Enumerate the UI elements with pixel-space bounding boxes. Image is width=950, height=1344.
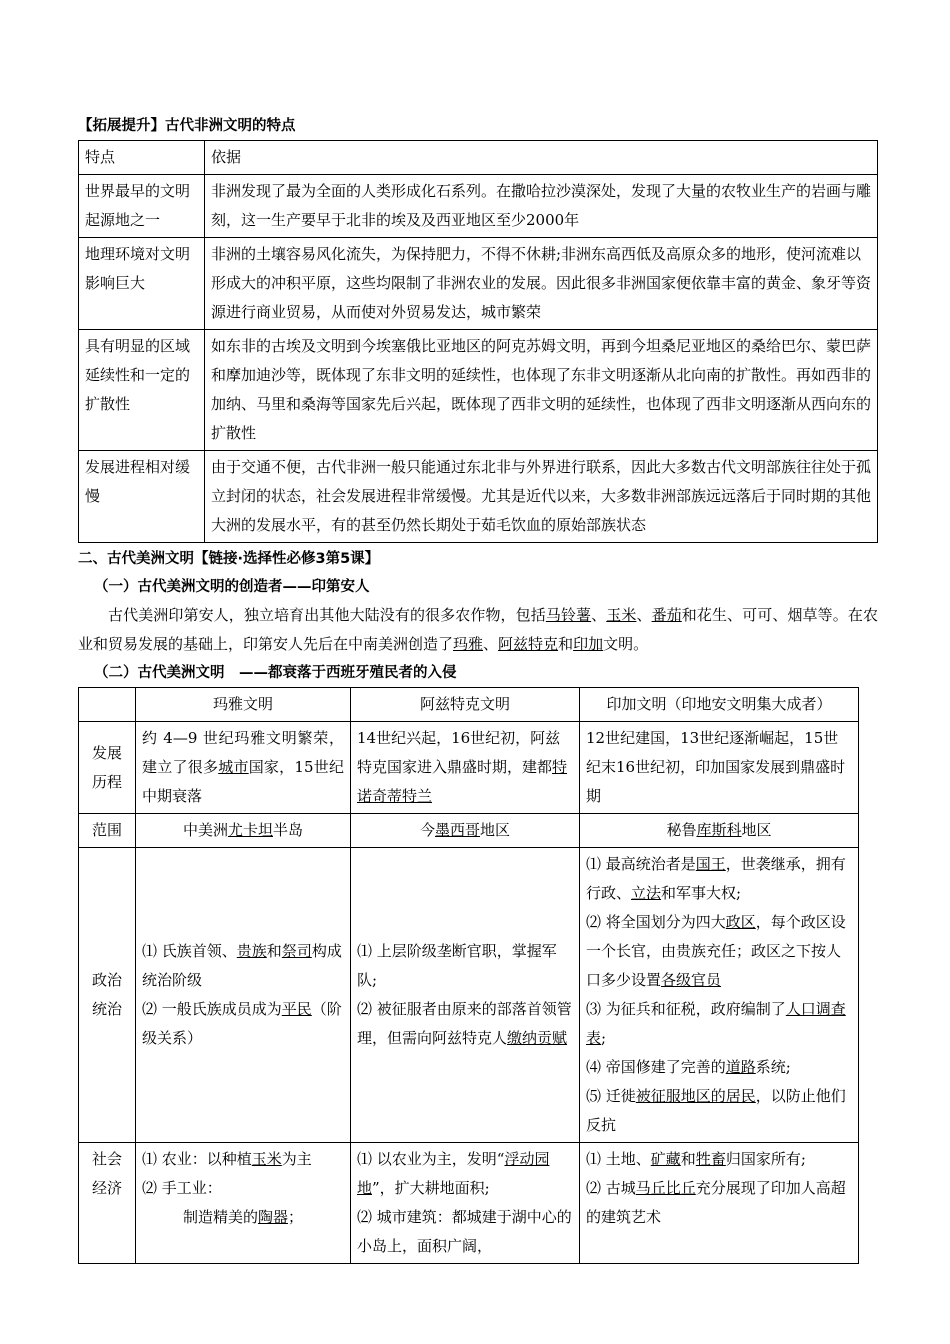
underlined-term: 浮动园地 [357, 1150, 550, 1197]
text: 充分展现了印加人高超的建筑艺术 [586, 1179, 846, 1226]
text: 地区 [741, 821, 772, 839]
corner-cell [79, 688, 136, 722]
feature-cell: 具有明显的区域延续性和一定的扩散性 [79, 330, 205, 451]
text: ，每个政区设一个长官，由贵族充任；政区之下按人口多少设置 [586, 913, 846, 989]
underlined-term: 印加 [573, 635, 604, 653]
text: ⑶ 为征兵和征税，政府编制了 [586, 1000, 786, 1018]
africa-features-table [78, 140, 878, 543]
inca-politics [580, 848, 859, 1143]
text: 古代美洲印第安人，独立培育出其他大陆没有的很多农作物，包括 [108, 606, 546, 624]
inca-range [580, 814, 859, 848]
text: 半岛 [273, 821, 304, 839]
underlined-term: 贵族 [236, 942, 267, 960]
text: ⑵ 一般氏族成员成为 [142, 1000, 282, 1018]
text: 和花生、可可、烟草等。在农业和贸易发展的基础上，印第安人先后在中南美洲创造了 [78, 606, 878, 653]
header-basis: 依据 [205, 141, 878, 175]
underlined-term: 平民 [281, 1000, 312, 1018]
text: 今 [419, 821, 435, 839]
text: 构成统治阶级 [142, 942, 342, 989]
underlined-term: 政区 [725, 913, 756, 931]
table-row [79, 848, 859, 1143]
underlined-term: 陶器 [257, 1208, 288, 1226]
text: ⑴ 氏族首领、 [142, 942, 237, 960]
text: ； [288, 1208, 304, 1226]
list-item [586, 908, 852, 995]
text: 国家，15世纪中期衰落 [142, 758, 344, 805]
underlined-term: 被征服地区的居民 [635, 1087, 756, 1105]
row-label-politics: 政治统治 [79, 848, 136, 1143]
underlined-term: 缴纳贡赋 [507, 1029, 568, 1047]
list-item [357, 1145, 573, 1203]
table-header-row [79, 688, 859, 722]
underlined-term: 玉米 [251, 1150, 282, 1168]
basis-cell: 非洲发现了最为全面的人类形成化石系列。在撒哈拉沙漠深处，发现了大量的农牧业生产的岩画与雕刻，这一生产要早于北非的埃及及西亚地区至少2000年 [205, 175, 878, 238]
list-item [586, 1145, 852, 1174]
text: 和军事大权; [661, 884, 742, 902]
text: ”，扩大耕地面积; [372, 1179, 490, 1197]
feature-cell: 世界最早的文明起源地之一 [79, 175, 205, 238]
text: 14世纪兴起，16世纪初，阿兹特克国家进入鼎盛时期，建都 [357, 729, 561, 776]
list-item [586, 1174, 852, 1232]
underlined-term: 马铃薯 [545, 606, 592, 624]
text: 系统; [755, 1058, 791, 1076]
maya-range [136, 814, 351, 848]
underlined-term: 牲畜 [695, 1150, 726, 1168]
text: ⑴ 最高统治者是 [586, 855, 696, 873]
list-item [586, 1082, 852, 1140]
row-label-range: 范围 [79, 814, 136, 848]
text: 约 4—9 世纪玛雅文明繁荣，建立了很多 [142, 729, 344, 776]
list-item: ⑵ 城市建筑：都城建于湖中心的小岛上，面积广阔， [357, 1208, 572, 1255]
underlined-term: 城市 [218, 758, 249, 776]
text: ; [601, 1029, 607, 1047]
list-item [142, 1145, 344, 1174]
text: 文明。 [603, 635, 649, 653]
text: 和 [680, 1150, 696, 1168]
text: ⑵ 古城 [586, 1179, 636, 1197]
table1-heading: 【拓展提升】古代非洲文明的特点 [78, 118, 296, 134]
maya-economy [136, 1143, 351, 1264]
underlined-term: 立法 [631, 884, 662, 902]
list-item: ⑴ 上层阶级垄断官职，掌握军队; [357, 942, 557, 989]
underlined-term: 番茄 [651, 606, 682, 624]
aztec-range [351, 814, 580, 848]
list-item [142, 995, 344, 1053]
feature-cell: 地理环境对文明影响巨大 [79, 238, 205, 330]
underlined-term: 人口调查表 [586, 1000, 846, 1047]
inca-development: 12世纪建国，13世纪逐渐崛起，15世纪末16世纪初，印加国家发展到鼎盛时期 [580, 722, 859, 814]
text: 归国家所有; [725, 1150, 806, 1168]
maya-development [136, 722, 351, 814]
body-paragraph [78, 601, 878, 659]
row-label-development: 发展历程 [79, 722, 136, 814]
table-row [79, 1143, 859, 1264]
underlined-term: 库斯科 [696, 821, 742, 839]
underlined-term: 特诺奇蒂特兰 [357, 758, 568, 805]
text: 秘鲁 [666, 821, 697, 839]
subsection-heading: （二）古代美洲文明 ——都衰落于西班牙殖民者的入侵 [94, 665, 457, 681]
list-item [586, 995, 852, 1053]
underlined-term: 国王 [695, 855, 726, 873]
underlined-term: 墨西哥 [434, 821, 480, 839]
table-row [79, 330, 878, 451]
underlined-term: 尤卡坦 [227, 821, 273, 839]
underlined-term: 祭司 [281, 942, 312, 960]
list-item [586, 850, 852, 908]
text: 、 [591, 606, 607, 624]
text: ⑷ 帝国修建了完善的 [586, 1058, 726, 1076]
text: 和 [558, 635, 574, 653]
text: 、 [636, 606, 652, 624]
subsection-heading: （一）古代美洲文明的创造者——印第安人 [94, 579, 370, 595]
table-row [79, 238, 878, 330]
text: 、 [483, 635, 499, 653]
underlined-term: 马丘比丘 [635, 1179, 696, 1197]
underlined-term: 各级官员 [661, 971, 722, 989]
text: 和 [266, 942, 282, 960]
list-item [586, 1053, 852, 1082]
row-label-economy: 社会经济 [79, 1143, 136, 1264]
aztec-politics [351, 848, 580, 1143]
text: （阶级关系） [142, 1000, 342, 1047]
list-item: ⑵ 手工业： [142, 1179, 222, 1197]
col-aztec: 阿兹特克文明 [351, 688, 580, 722]
underlined-term: 道路 [725, 1058, 756, 1076]
text: ⑵ 将全国划分为四大 [586, 913, 726, 931]
table-row [79, 722, 859, 814]
table-row [79, 175, 878, 238]
americas-civilizations-table [78, 687, 859, 1264]
col-inca: 印加文明（印地安文明集大成者） [580, 688, 859, 722]
underlined-term: 玉米 [606, 606, 637, 624]
header-feature: 特点 [79, 141, 205, 175]
text: ⑴ 土地、 [586, 1150, 651, 1168]
feature-cell: 发展进程相对缓慢 [79, 451, 205, 543]
aztec-development [351, 722, 580, 814]
text: ，以防止他们反抗 [586, 1087, 846, 1134]
col-maya: 玛雅文明 [136, 688, 351, 722]
text: 地区 [480, 821, 511, 839]
inca-economy [580, 1143, 859, 1264]
basis-cell: 如东非的古埃及文明到今埃塞俄比亚地区的阿克苏姆文明，再到今坦桑尼亚地区的桑给巴尔、蒙巴萨和摩加迪沙等，既体现了东非文明的延续性，也体现了东非文明逐渐从北向南的扩散性。再如西非的加纳、马里和桑海等国家先后兴起，既体现了西非文明的延续性，也体现了西非文明逐渐从西向东的扩散性 [205, 330, 878, 451]
table-header-row [79, 141, 878, 175]
document-page [78, 112, 878, 1264]
text: 中美洲 [182, 821, 228, 839]
text: ⑸ 迁徙 [586, 1087, 636, 1105]
list-item [142, 1203, 344, 1232]
maya-politics [136, 848, 351, 1143]
list-item [142, 937, 344, 995]
underlined-term: 玛雅 [453, 635, 484, 653]
text: ，世袭继承，拥有行政、 [586, 855, 846, 902]
list-item [357, 995, 573, 1053]
underlined-term: 阿兹特克 [498, 635, 559, 653]
table-row [79, 451, 878, 543]
text: ⑵ 被征服者由原来的部落首领管理，但需向阿兹特克人 [357, 1000, 572, 1047]
underlined-term: 矿藏 [650, 1150, 681, 1168]
aztec-economy [351, 1143, 580, 1264]
text: 制造精美的 [182, 1208, 258, 1226]
text: ⑴ 以农业为主，发明“ [357, 1150, 505, 1168]
basis-cell: 非洲的土壤容易风化流失，为保持肥力，不得不休耕;非洲东高西低及高原众多的地形，使河流难以形成大的冲积平原，这些均限制了非洲农业的发展。因此很多非洲国家便依靠丰富的黄金、象牙等资源进行商业贸易，从而使对外贸易发达，城市繁荣 [205, 238, 878, 330]
table-row [79, 814, 859, 848]
section-heading: 二、古代美洲文明【链接·选择性必修3第5课】 [78, 551, 380, 567]
text: 为主 [281, 1150, 312, 1168]
basis-cell: 由于交通不便，古代非洲一般只能通过东北非与外界进行联系，因此大多数古代文明部族往往处于孤立封闭的状态，社会发展进程非常缓慢。尤其是近代以来，大多数非洲部族远远落后于同时期的其他大洲的发展水平，有的甚至仍然长期处于茹毛饮血的原始部族状态 [205, 451, 878, 543]
text: ⑴ 农业：以种植 [142, 1150, 252, 1168]
